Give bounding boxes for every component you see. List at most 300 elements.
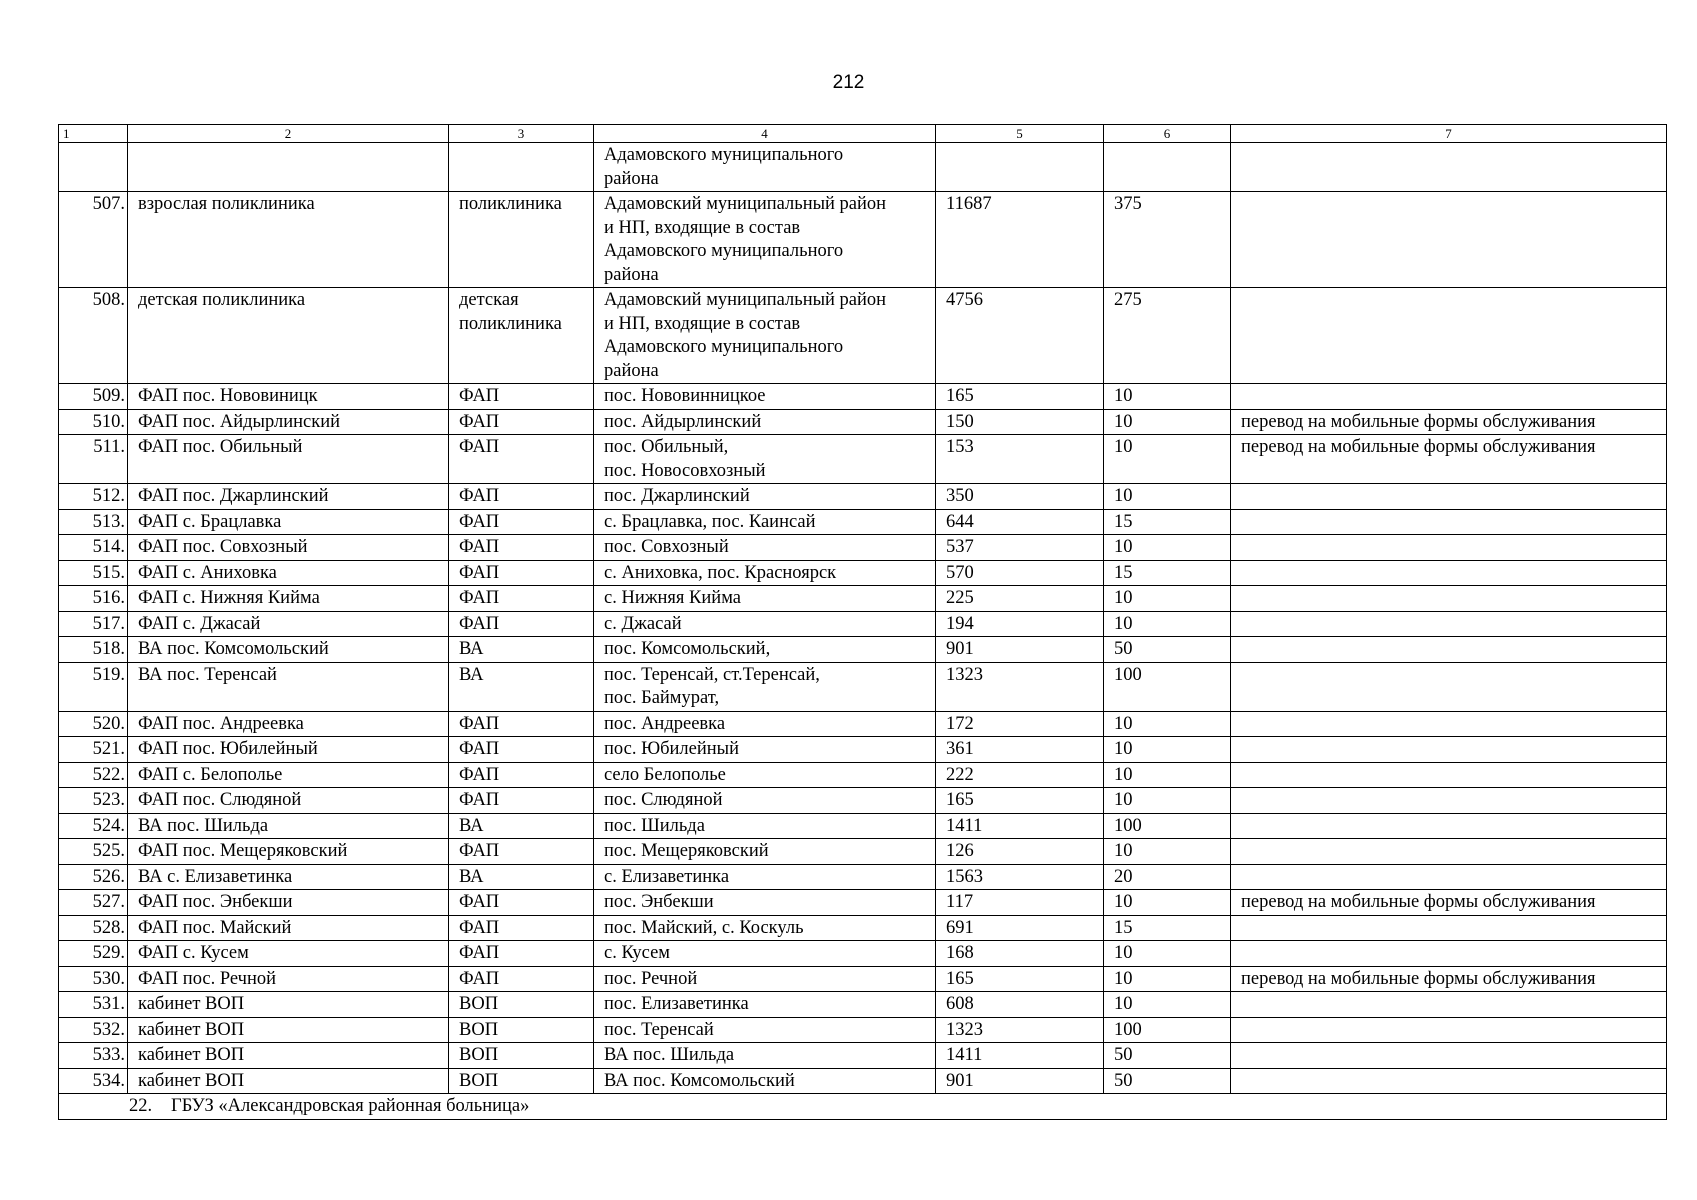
table-row xyxy=(59,992,1667,1018)
cell-name: кабинет ВОП xyxy=(128,1043,449,1069)
cell-area-line: пос. Джарлинский xyxy=(604,486,750,506)
cell-type-line: ФАП xyxy=(459,968,500,989)
cell-num: 515. xyxy=(59,560,128,586)
cell-name: взрослая поликлиника xyxy=(128,192,449,288)
cell-num: 519. xyxy=(59,662,128,711)
cell-capacity: 15 xyxy=(1104,509,1231,535)
cell-capacity: 10 xyxy=(1104,586,1231,612)
cell-name: ФАП пос. Юбилейный xyxy=(128,737,449,763)
cell-capacity: 10 xyxy=(1104,484,1231,510)
cell-type-line: ФАП xyxy=(459,537,500,557)
cell-capacity: 10 xyxy=(1104,992,1231,1018)
cell-type xyxy=(449,535,594,561)
cell-area-line: ВА пос. Комсомольский xyxy=(604,1070,795,1091)
cell-area-line: пос. Андреевка xyxy=(604,713,726,734)
cell-area-line: Адамовский муниципальный район xyxy=(604,290,887,310)
cell-type xyxy=(449,941,594,967)
cell-type-line: ВА xyxy=(459,639,484,659)
cell-type-line: ВА xyxy=(459,866,484,887)
cell-name: детская поликлиника xyxy=(128,288,449,384)
cell-num xyxy=(59,143,128,192)
cell-name: кабинет ВОП xyxy=(128,1017,449,1043)
cell-type xyxy=(449,813,594,839)
cell-note: перевод на мобильные формы обслуживания xyxy=(1231,890,1667,916)
table-row xyxy=(59,435,1667,484)
cell-population: 4756 xyxy=(936,288,1104,384)
cell-population: 117 xyxy=(936,890,1104,916)
cell-type-line: ВОП xyxy=(459,1045,499,1065)
cell-type-line: ФАП xyxy=(459,486,500,506)
cell-population: 165 xyxy=(936,966,1104,992)
table-row xyxy=(59,915,1667,941)
table-row xyxy=(59,192,1667,288)
cell-area-line: пос. Новосовхозный xyxy=(604,460,766,481)
section-row xyxy=(59,1094,1667,1120)
cell-num: 521. xyxy=(59,737,128,763)
cell-name: ФАП с. Брацлавка xyxy=(128,509,449,535)
cell-type-line: ФАП xyxy=(459,764,500,785)
cell-population: 901 xyxy=(936,1068,1104,1094)
table-row xyxy=(59,1043,1667,1069)
cell-area xyxy=(594,662,936,711)
table-row xyxy=(59,966,1667,992)
section-number: 22. xyxy=(129,1096,153,1116)
cell-population: 350 xyxy=(936,484,1104,510)
table-row xyxy=(59,737,1667,763)
column-header: 6 xyxy=(1104,125,1231,143)
cell-note xyxy=(1231,288,1667,384)
cell-capacity: 10 xyxy=(1104,435,1231,484)
cell-population: 1323 xyxy=(936,662,1104,711)
cell-capacity: 375 xyxy=(1104,192,1231,288)
cell-capacity: 100 xyxy=(1104,813,1231,839)
cell-area xyxy=(594,1068,936,1094)
cell-capacity: 10 xyxy=(1104,890,1231,916)
cell-type-line: детская xyxy=(459,290,519,310)
cell-num: 531. xyxy=(59,992,128,1018)
cell-type xyxy=(449,915,594,941)
cell-area-line: пос. Обильный, xyxy=(604,437,729,457)
cell-population: 901 xyxy=(936,637,1104,663)
cell-area-line: пос. Комсомольский, xyxy=(604,639,771,659)
cell-name: ФАП с. Нижняя Кийма xyxy=(128,586,449,612)
cell-note xyxy=(1231,611,1667,637)
cell-note: перевод на мобильные формы обслуживания xyxy=(1231,435,1667,484)
cell-type xyxy=(449,662,594,711)
cell-type xyxy=(449,788,594,814)
cell-type-line: поликлиника xyxy=(459,313,562,334)
cell-population: 165 xyxy=(936,788,1104,814)
cell-num: 527. xyxy=(59,890,128,916)
cell-area xyxy=(594,535,936,561)
cell-area xyxy=(594,435,936,484)
cell-type xyxy=(449,192,594,288)
table-row xyxy=(59,1068,1667,1094)
table-row xyxy=(59,509,1667,535)
cell-name: ФАП пос. Речной xyxy=(128,966,449,992)
cell-population: 165 xyxy=(936,384,1104,410)
cell-num: 508. xyxy=(59,288,128,384)
cell-num: 530. xyxy=(59,966,128,992)
cell-capacity: 10 xyxy=(1104,941,1231,967)
cell-note xyxy=(1231,535,1667,561)
cell-type xyxy=(449,509,594,535)
cell-num: 532. xyxy=(59,1017,128,1043)
cell-area xyxy=(594,560,936,586)
cell-population: 194 xyxy=(936,611,1104,637)
cell-name: ФАП пос. Джарлинский xyxy=(128,484,449,510)
table-row xyxy=(59,890,1667,916)
cell-capacity: 10 xyxy=(1104,409,1231,435)
cell-type-line: ВА xyxy=(459,815,484,836)
cell-capacity: 10 xyxy=(1104,762,1231,788)
cell-note xyxy=(1231,637,1667,663)
cell-note xyxy=(1231,662,1667,711)
table-body xyxy=(59,125,1667,1120)
cell-name: ФАП пос. Андреевка xyxy=(128,711,449,737)
column-header: 7 xyxy=(1231,125,1667,143)
cell-area-line: пос. Майский, с. Коскуль xyxy=(604,917,804,938)
cell-type xyxy=(449,1043,594,1069)
cell-num: 522. xyxy=(59,762,128,788)
cell-note xyxy=(1231,737,1667,763)
cell-capacity: 10 xyxy=(1104,384,1231,410)
cell-note xyxy=(1231,192,1667,288)
cell-population: 608 xyxy=(936,992,1104,1018)
cell-capacity: 10 xyxy=(1104,711,1231,737)
cell-capacity: 10 xyxy=(1104,788,1231,814)
cell-num: 528. xyxy=(59,915,128,941)
column-header: 1 xyxy=(59,125,128,143)
table-row xyxy=(59,611,1667,637)
cell-area-line: ВА пос. Шильда xyxy=(604,1045,735,1065)
cell-area xyxy=(594,788,936,814)
cell-type xyxy=(449,762,594,788)
cell-capacity: 20 xyxy=(1104,864,1231,890)
cell-type xyxy=(449,611,594,637)
cell-num: 512. xyxy=(59,484,128,510)
section-title: ГБУЗ «Александровская районная больница» xyxy=(171,1096,530,1116)
table-row xyxy=(59,941,1667,967)
cell-note xyxy=(1231,586,1667,612)
cell-population: 1411 xyxy=(936,1043,1104,1069)
cell-area xyxy=(594,813,936,839)
cell-num: 511. xyxy=(59,435,128,484)
cell-area xyxy=(594,1017,936,1043)
cell-num: 523. xyxy=(59,788,128,814)
cell-area-line: пос. Речной xyxy=(604,968,698,989)
cell-area-line: пос. Юбилейный xyxy=(604,739,739,759)
table-row xyxy=(59,484,1667,510)
cell-capacity: 15 xyxy=(1104,915,1231,941)
cell-num: 524. xyxy=(59,813,128,839)
cell-type-line: ВОП xyxy=(459,994,499,1014)
cell-type xyxy=(449,864,594,890)
cell-note: перевод на мобильные формы обслуживания xyxy=(1231,966,1667,992)
table-row xyxy=(59,762,1667,788)
cell-area xyxy=(594,966,936,992)
cell-area xyxy=(594,711,936,737)
column-header: 2 xyxy=(128,125,449,143)
cell-name: ВА пос. Комсомольский xyxy=(128,637,449,663)
cell-name: ФАП пос. Слюдяной xyxy=(128,788,449,814)
table-row xyxy=(59,637,1667,663)
cell-name: ФАП пос. Мещеряковский xyxy=(128,839,449,865)
cell-area-line: с. Елизаветинка xyxy=(604,866,730,887)
cell-note xyxy=(1231,788,1667,814)
cell-capacity: 10 xyxy=(1104,737,1231,763)
cell-area-line: района xyxy=(604,168,659,189)
cell-name: ФАП пос. Энбекши xyxy=(128,890,449,916)
cell-type xyxy=(449,560,594,586)
cell-area-line: пос. Теренсай xyxy=(604,1019,714,1040)
cell-note xyxy=(1231,1043,1667,1069)
cell-note xyxy=(1231,484,1667,510)
cell-name: ВА с. Елизаветинка xyxy=(128,864,449,890)
cell-capacity: 15 xyxy=(1104,560,1231,586)
cell-type-line: ФАП xyxy=(459,739,500,759)
cell-population: 1563 xyxy=(936,864,1104,890)
cell-area-line: района xyxy=(604,360,659,381)
cell-area xyxy=(594,611,936,637)
cell-area xyxy=(594,890,936,916)
cell-num: 526. xyxy=(59,864,128,890)
cell-type xyxy=(449,288,594,384)
cell-num: 510. xyxy=(59,409,128,435)
column-header: 4 xyxy=(594,125,936,143)
column-header: 5 xyxy=(936,125,1104,143)
page-number: 212 xyxy=(832,72,865,93)
cell-type xyxy=(449,586,594,612)
cell-type-line: ФАП xyxy=(459,562,500,583)
cell-num: 533. xyxy=(59,1043,128,1069)
cell-population: 150 xyxy=(936,409,1104,435)
cell-type xyxy=(449,143,594,192)
continuation-row xyxy=(59,143,1667,192)
table-row xyxy=(59,864,1667,890)
cell-type xyxy=(449,737,594,763)
cell-type-line: ФАП xyxy=(459,437,500,457)
cell-note xyxy=(1231,839,1667,865)
table-row xyxy=(59,839,1667,865)
cell-note xyxy=(1231,560,1667,586)
cell-type-line: ФАП xyxy=(459,917,500,938)
cell-population: 361 xyxy=(936,737,1104,763)
cell-name: ВА пос. Теренсай xyxy=(128,662,449,711)
cell-population: 225 xyxy=(936,586,1104,612)
cell-note xyxy=(1231,762,1667,788)
cell-area-line: пос. Елизаветинка xyxy=(604,994,749,1014)
table-row xyxy=(59,535,1667,561)
cell-area-line: и НП, входящие в состав xyxy=(604,217,801,238)
table-row xyxy=(59,409,1667,435)
cell-note xyxy=(1231,864,1667,890)
cell-area-line: пос. Совхозный xyxy=(604,537,729,557)
cell-type xyxy=(449,839,594,865)
cell-population: 691 xyxy=(936,915,1104,941)
cell-area-line: село Белополье xyxy=(604,764,726,785)
cell-population: 126 xyxy=(936,839,1104,865)
cell-area xyxy=(594,409,936,435)
table-row xyxy=(59,560,1667,586)
cell-note xyxy=(1231,509,1667,535)
cell-population xyxy=(936,143,1104,192)
cell-note: перевод на мобильные формы обслуживания xyxy=(1231,409,1667,435)
cell-population: 11687 xyxy=(936,192,1104,288)
cell-name: ФАП с. Кусем xyxy=(128,941,449,967)
cell-note xyxy=(1231,711,1667,737)
cell-name xyxy=(128,143,449,192)
table-row xyxy=(59,384,1667,410)
cell-num: 513. xyxy=(59,509,128,535)
cell-num: 525. xyxy=(59,839,128,865)
cell-num: 516. xyxy=(59,586,128,612)
cell-capacity: 10 xyxy=(1104,966,1231,992)
cell-name: ВА пос. Шильда xyxy=(128,813,449,839)
cell-type xyxy=(449,1068,594,1094)
cell-type-line: ВОП xyxy=(459,1019,499,1040)
cell-name: кабинет ВОП xyxy=(128,992,449,1018)
cell-type-line: ФАП xyxy=(459,790,500,810)
cell-area-line: пос. Теренсай, ст.Теренсай, xyxy=(604,664,820,685)
cell-name: кабинет ВОП xyxy=(128,1068,449,1094)
cell-name: ФАП пос. Совхозный xyxy=(128,535,449,561)
cell-type xyxy=(449,637,594,663)
cell-name: ФАП пос. Обильный xyxy=(128,435,449,484)
cell-area-line: пос. Энбекши xyxy=(604,892,714,912)
cell-area xyxy=(594,384,936,410)
cell-population: 153 xyxy=(936,435,1104,484)
cell-capacity: 275 xyxy=(1104,288,1231,384)
cell-type xyxy=(449,384,594,410)
cell-area-line: пос. Баймурат, xyxy=(604,688,720,708)
cell-capacity xyxy=(1104,143,1231,192)
cell-type xyxy=(449,1017,594,1043)
cell-type xyxy=(449,992,594,1018)
table-row xyxy=(59,813,1667,839)
table-row xyxy=(59,1017,1667,1043)
cell-area-line: пос. Шильда xyxy=(604,815,705,836)
cell-name: ФАП с. Аниховка xyxy=(128,560,449,586)
cell-area xyxy=(594,192,936,288)
cell-population: 1323 xyxy=(936,1017,1104,1043)
cell-capacity: 10 xyxy=(1104,535,1231,561)
cell-area-line: с. Нижняя Кийма xyxy=(604,588,741,608)
cell-area xyxy=(594,915,936,941)
cell-name: ФАП пос. Майский xyxy=(128,915,449,941)
table-row xyxy=(59,288,1667,384)
cell-area-line: пос. Мещеряковский xyxy=(604,841,769,861)
cell-num: 520. xyxy=(59,711,128,737)
cell-num: 534. xyxy=(59,1068,128,1094)
cell-num: 529. xyxy=(59,941,128,967)
cell-area xyxy=(594,586,936,612)
cell-type xyxy=(449,484,594,510)
cell-area xyxy=(594,762,936,788)
cell-type-line: поликлиника xyxy=(459,194,562,214)
table-row xyxy=(59,586,1667,612)
cell-type-line: ВОП xyxy=(459,1070,499,1091)
cell-area-line: пос. Айдырлинский xyxy=(604,411,762,432)
cell-note xyxy=(1231,143,1667,192)
cell-note xyxy=(1231,915,1667,941)
cell-num: 514. xyxy=(59,535,128,561)
cell-num: 509. xyxy=(59,384,128,410)
cell-type-line: ФАП xyxy=(459,943,500,963)
cell-type xyxy=(449,966,594,992)
cell-area xyxy=(594,143,936,192)
cell-type xyxy=(449,435,594,484)
cell-name: ФАП пос. Айдырлинский xyxy=(128,409,449,435)
cell-capacity: 100 xyxy=(1104,1017,1231,1043)
cell-area xyxy=(594,941,936,967)
cell-population: 644 xyxy=(936,509,1104,535)
cell-type-line: ФАП xyxy=(459,588,500,608)
cell-type-line: ФАП xyxy=(459,411,500,432)
table-row xyxy=(59,711,1667,737)
cell-type-line: ФАП xyxy=(459,386,500,406)
cell-population: 570 xyxy=(936,560,1104,586)
section-heading xyxy=(59,1094,1667,1120)
cell-population: 1411 xyxy=(936,813,1104,839)
cell-type xyxy=(449,711,594,737)
cell-note xyxy=(1231,1068,1667,1094)
cell-area-line: пос. Нововинницкое xyxy=(604,386,766,406)
cell-population: 537 xyxy=(936,535,1104,561)
cell-area xyxy=(594,864,936,890)
cell-num: 517. xyxy=(59,611,128,637)
cell-area xyxy=(594,992,936,1018)
column-header-row xyxy=(59,125,1667,143)
cell-area xyxy=(594,288,936,384)
cell-type xyxy=(449,409,594,435)
cell-area-line: района xyxy=(604,264,659,285)
cell-area-line: Адамовский муниципальный район xyxy=(604,194,887,214)
cell-capacity: 10 xyxy=(1104,839,1231,865)
cell-note xyxy=(1231,941,1667,967)
cell-type-line: ВА xyxy=(459,664,484,685)
cell-capacity: 10 xyxy=(1104,611,1231,637)
table-row xyxy=(59,788,1667,814)
cell-num: 518. xyxy=(59,637,128,663)
cell-area xyxy=(594,509,936,535)
cell-population: 222 xyxy=(936,762,1104,788)
cell-type-line: ФАП xyxy=(459,511,500,532)
cell-area-line: с. Кусем xyxy=(604,943,671,963)
cell-area xyxy=(594,484,936,510)
table-row xyxy=(59,662,1667,711)
cell-note xyxy=(1231,992,1667,1018)
cell-name: ФАП с. Белополье xyxy=(128,762,449,788)
cell-type-line: ФАП xyxy=(459,613,500,634)
column-header: 3 xyxy=(449,125,594,143)
cell-area xyxy=(594,839,936,865)
cell-type-line: ФАП xyxy=(459,892,500,912)
cell-type-line: ФАП xyxy=(459,841,500,861)
cell-capacity: 50 xyxy=(1104,637,1231,663)
cell-population: 168 xyxy=(936,941,1104,967)
cell-note xyxy=(1231,1017,1667,1043)
cell-type xyxy=(449,890,594,916)
facilities-table xyxy=(58,124,1667,1120)
cell-capacity: 50 xyxy=(1104,1068,1231,1094)
cell-capacity: 50 xyxy=(1104,1043,1231,1069)
cell-area-line: Адамовского муниципального xyxy=(604,241,844,261)
cell-capacity: 100 xyxy=(1104,662,1231,711)
cell-area xyxy=(594,737,936,763)
cell-name: ФАП пос. Нововиницк xyxy=(128,384,449,410)
cell-note xyxy=(1231,384,1667,410)
